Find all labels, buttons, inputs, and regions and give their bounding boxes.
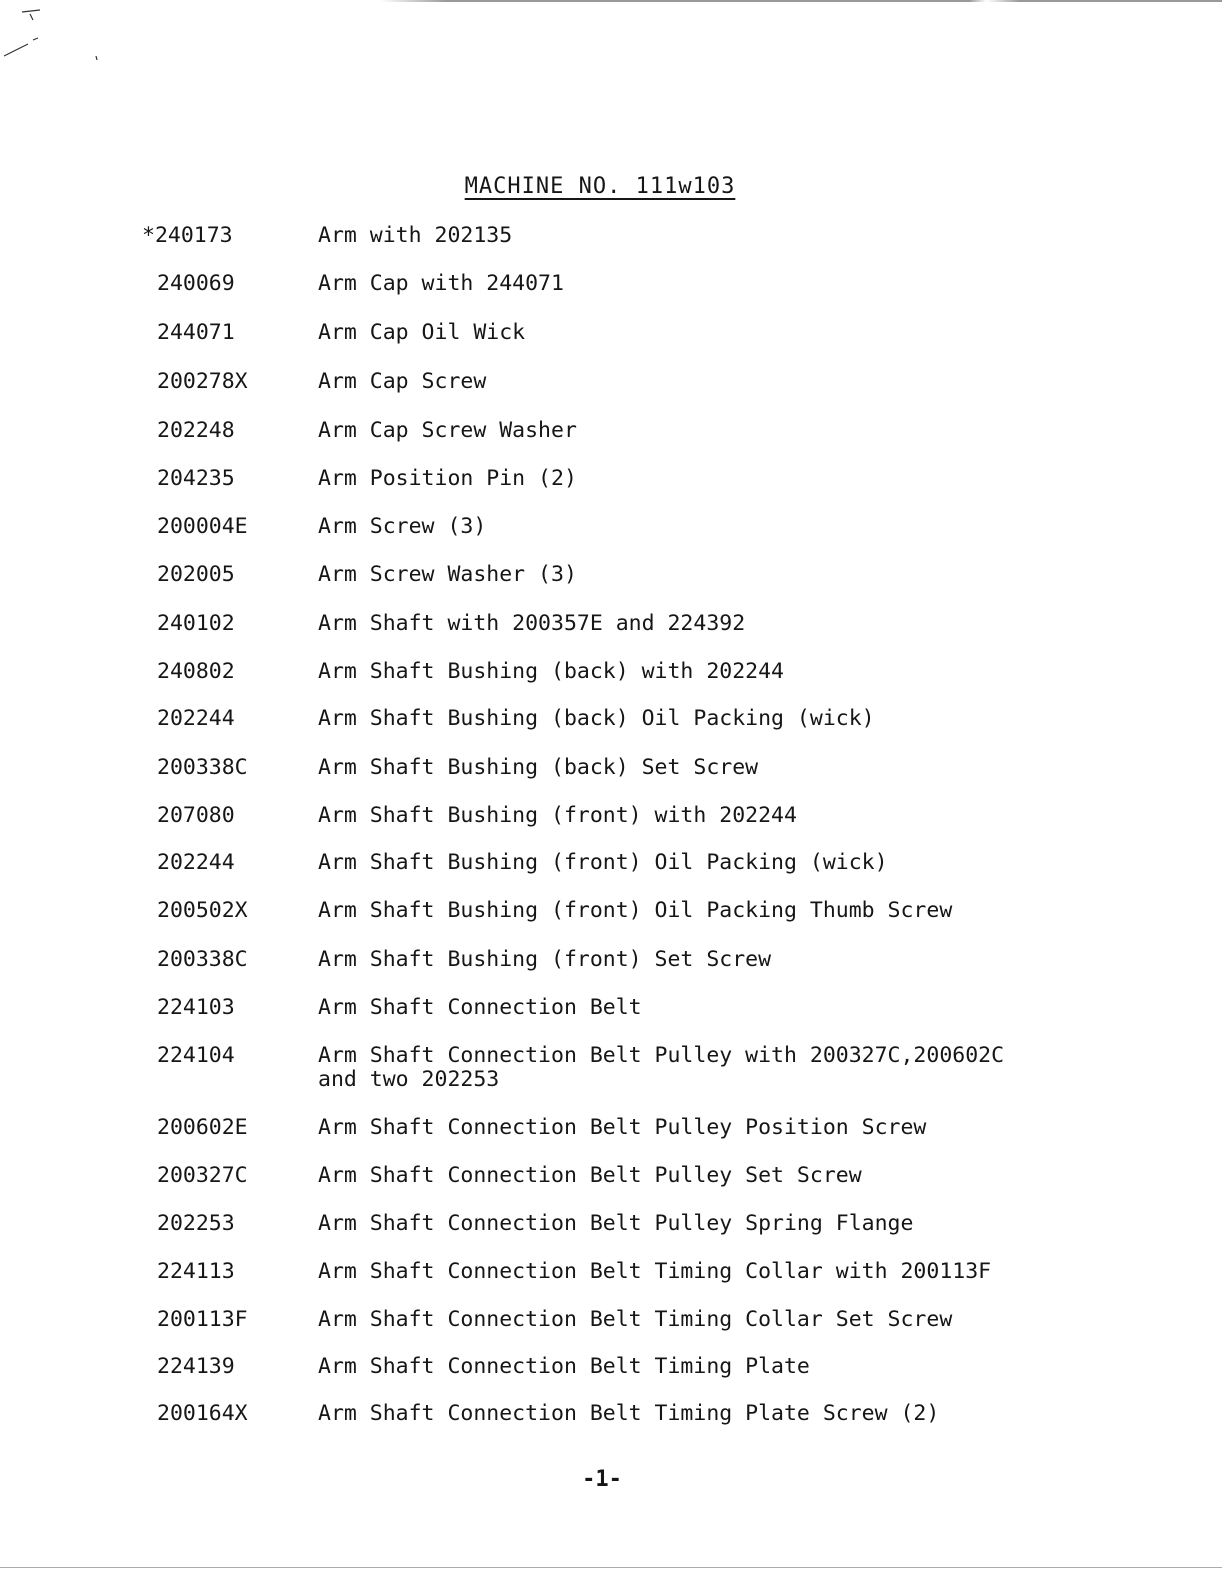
part-number: 240102 xyxy=(157,611,235,636)
part-number: 244071 xyxy=(157,320,235,345)
part-description: Arm Shaft Bushing (front) with 202244 xyxy=(318,803,797,828)
part-description: Arm Shaft Bushing (front) Oil Packing (wick) xyxy=(318,850,888,875)
part-description: Arm Shaft Bushing (back) with 202244 xyxy=(318,659,784,684)
scan-marks xyxy=(0,0,120,80)
part-description: Arm Cap Oil Wick xyxy=(318,320,526,345)
part-description: Arm Cap Screw Washer xyxy=(318,418,577,443)
part-description: Arm Shaft Bushing (back) Set Screw xyxy=(318,755,759,780)
part-description: Arm Shaft Bushing (front) Oil Packing Thumb Screw xyxy=(318,898,953,923)
machine-number-title: MACHINE NO. 111w103 xyxy=(464,174,736,199)
part-number: 202244 xyxy=(157,706,235,731)
part-description: Arm Shaft Bushing (back) Oil Packing (wick) xyxy=(318,706,875,731)
part-number: 207080 xyxy=(157,803,235,828)
part-number: 200602E xyxy=(157,1115,248,1140)
part-number: 200338C xyxy=(157,755,248,780)
part-description: Arm Shaft Bushing (front) Set Screw xyxy=(318,947,772,972)
part-description: Arm Shaft Connection Belt Timing Collar Set Screw xyxy=(318,1307,953,1332)
part-number: 224104 xyxy=(157,1043,235,1068)
part-number: 200164X xyxy=(157,1401,248,1426)
part-number: 200338C xyxy=(157,947,248,972)
part-number: 202244 xyxy=(157,850,235,875)
part-number: 240802 xyxy=(157,659,235,684)
part-number: 200278X xyxy=(157,369,248,394)
part-number: *240173 xyxy=(142,223,233,248)
part-number: 224139 xyxy=(157,1354,235,1379)
part-number: 204235 xyxy=(157,466,235,491)
part-description: Arm with 202135 xyxy=(318,223,513,248)
part-number: 202253 xyxy=(157,1211,235,1236)
part-description: Arm Shaft Connection Belt Pulley Spring Flange xyxy=(318,1211,914,1236)
part-number: 224103 xyxy=(157,995,235,1020)
part-description: Arm Shaft Connection Belt Timing Plate xyxy=(318,1354,810,1379)
part-number: 200502X xyxy=(157,898,248,923)
part-number: 200004E xyxy=(157,514,248,539)
part-number: 240069 xyxy=(157,271,235,296)
scan-edge-bottom xyxy=(0,1567,1222,1568)
part-description: Arm Shaft Connection Belt Timing Plate Screw (2) xyxy=(318,1401,940,1426)
part-description: Arm Screw (3) xyxy=(318,514,487,539)
part-number: 200327C xyxy=(157,1163,248,1188)
part-description: Arm Shaft Connection Belt Pulley with 200327C,200602C and two 202253 xyxy=(318,1043,1005,1092)
scan-edge-top xyxy=(380,0,1222,2)
part-description: Arm Shaft Connection Belt Pulley Set Screw xyxy=(318,1163,862,1188)
part-description: Arm Cap with 244071 xyxy=(318,271,564,296)
part-description: Arm Screw Washer (3) xyxy=(318,562,577,587)
part-description: Arm Shaft Connection Belt Pulley Position Screw xyxy=(318,1115,927,1140)
page-title xyxy=(0,174,1200,199)
part-description: Arm Shaft with 200357E and 224392 xyxy=(318,611,746,636)
part-description: Arm Position Pin (2) xyxy=(318,466,577,491)
part-number: 202005 xyxy=(157,562,235,587)
part-description: Arm Shaft Connection Belt Timing Collar with 200113F xyxy=(318,1259,992,1284)
part-description: Arm Cap Screw xyxy=(318,369,487,394)
part-number: 224113 xyxy=(157,1259,235,1284)
part-number: 200113F xyxy=(157,1307,248,1332)
part-number: 202248 xyxy=(157,418,235,443)
page-number: -1- xyxy=(582,1467,622,1492)
part-description: Arm Shaft Connection Belt xyxy=(318,995,642,1020)
